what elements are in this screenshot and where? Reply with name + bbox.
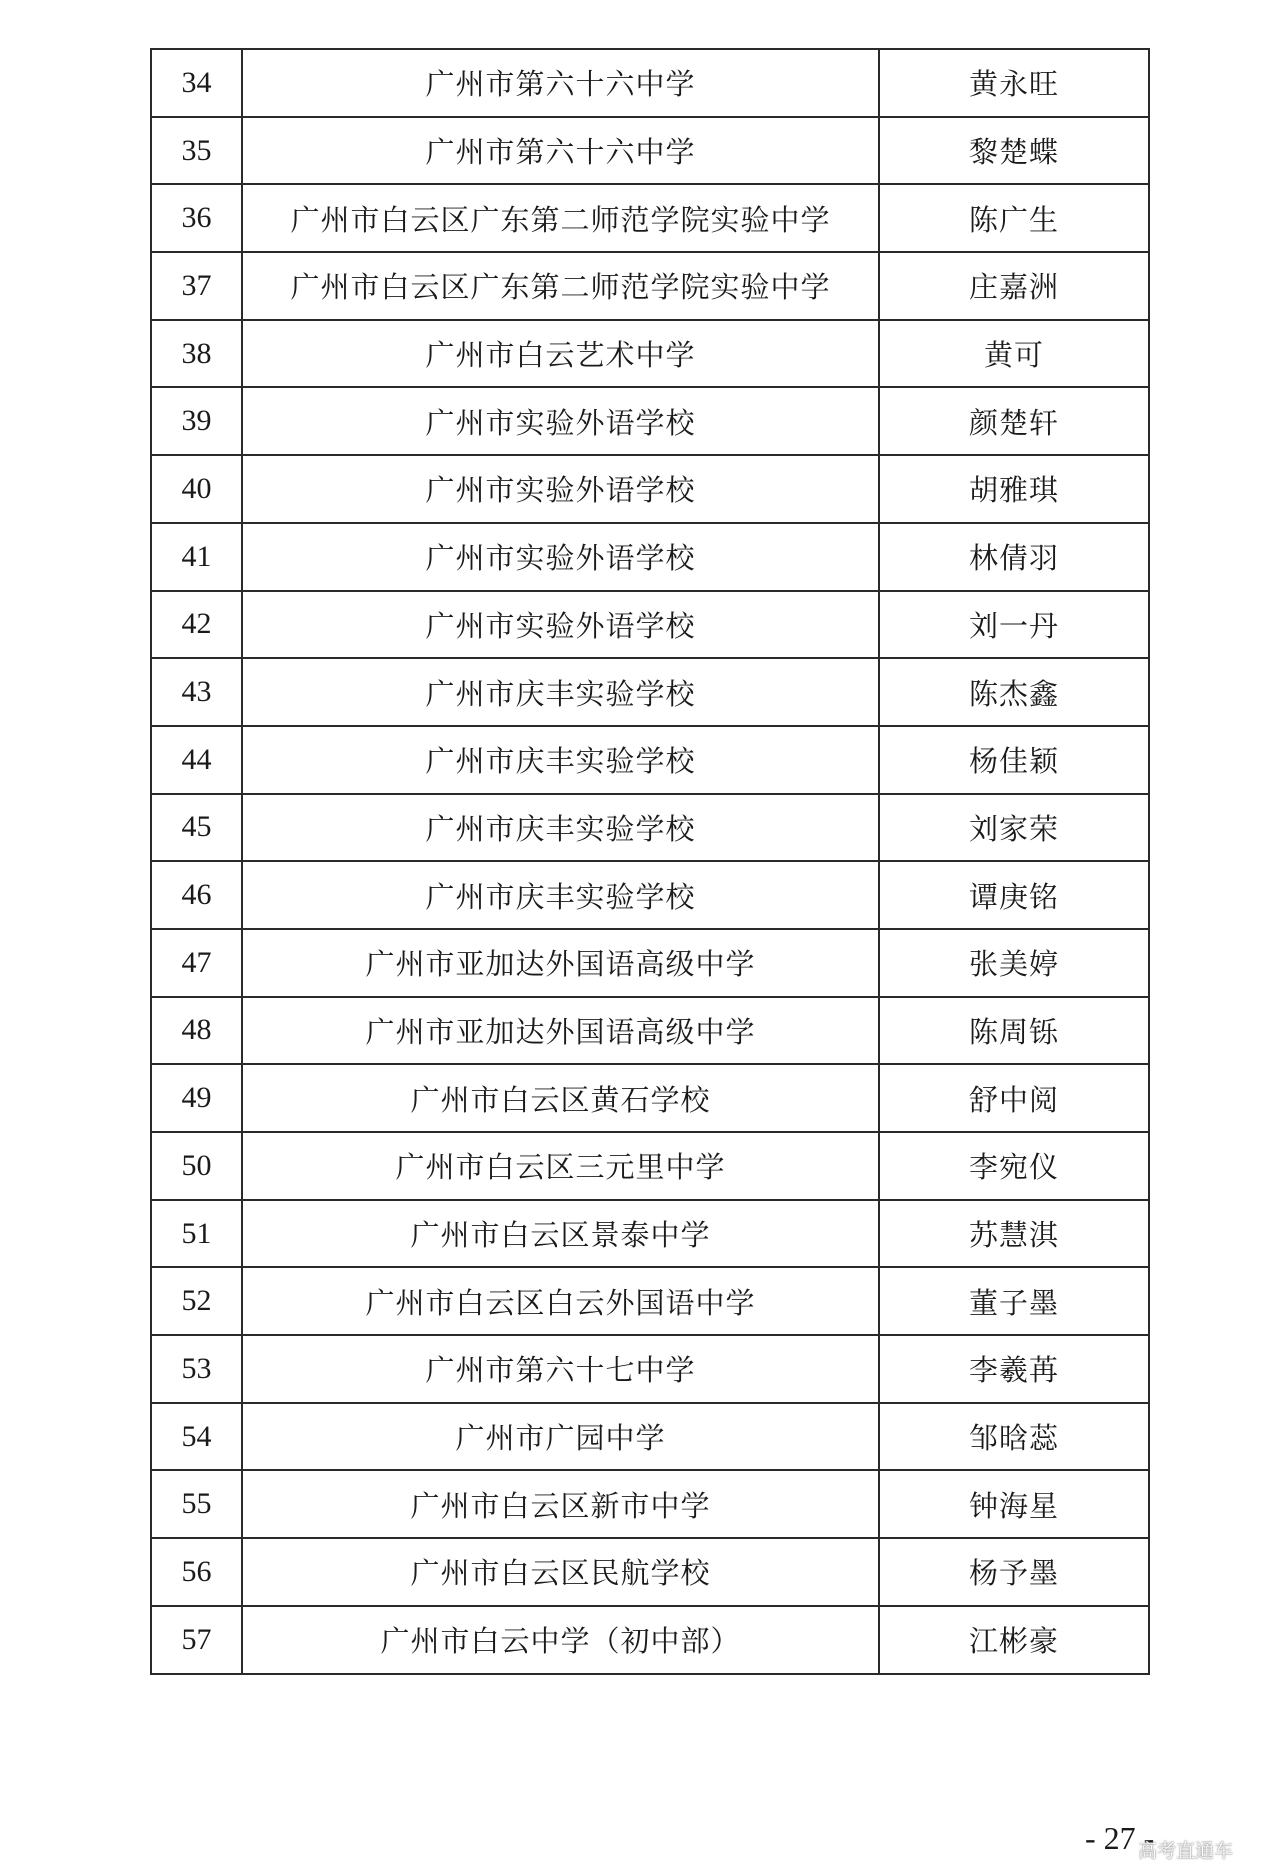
award-list-table [150, 48, 1150, 1675]
student-name-cell: 苏慧淇 [879, 1200, 1149, 1268]
school-name-cell: 广州市白云区广东第二师范学院实验中学 [242, 252, 879, 320]
row-number-cell: 44 [151, 726, 242, 794]
table-row [151, 455, 1149, 523]
school-name-cell: 广州市第六十六中学 [242, 117, 879, 185]
row-number-cell: 35 [151, 117, 242, 185]
row-number-cell: 39 [151, 387, 242, 455]
table-row [151, 794, 1149, 862]
school-name-cell: 广州市白云区黄石学校 [242, 1064, 879, 1132]
row-number-cell: 40 [151, 455, 242, 523]
table-row [151, 1606, 1149, 1674]
table-body [151, 49, 1149, 1674]
row-number-cell: 36 [151, 184, 242, 252]
table-row [151, 1470, 1149, 1538]
row-number-cell: 53 [151, 1335, 242, 1403]
row-number-cell: 57 [151, 1606, 242, 1674]
school-name-cell: 广州市实验外语学校 [242, 523, 879, 591]
row-number-cell: 50 [151, 1132, 242, 1200]
row-number-cell: 51 [151, 1200, 242, 1268]
table-row [151, 929, 1149, 997]
row-number-cell: 42 [151, 591, 242, 659]
row-number-cell: 49 [151, 1064, 242, 1132]
row-number-cell: 56 [151, 1538, 242, 1606]
school-name-cell: 广州市庆丰实验学校 [242, 726, 879, 794]
row-number-cell: 55 [151, 1470, 242, 1538]
student-name-cell: 杨予墨 [879, 1538, 1149, 1606]
table-row [151, 252, 1149, 320]
school-name-cell: 广州市亚加达外国语高级中学 [242, 997, 879, 1065]
student-name-cell: 邹晗蕊 [879, 1403, 1149, 1471]
student-name-cell: 刘一丹 [879, 591, 1149, 659]
school-name-cell: 广州市广园中学 [242, 1403, 879, 1471]
page-number: - 27 - [1085, 1820, 1155, 1856]
student-name-cell: 江彬豪 [879, 1606, 1149, 1674]
school-name-cell: 广州市白云区新市中学 [242, 1470, 879, 1538]
row-number-cell: 52 [151, 1267, 242, 1335]
student-name-cell: 胡雅琪 [879, 455, 1149, 523]
table-row [151, 997, 1149, 1065]
row-number-cell: 45 [151, 794, 242, 862]
school-name-cell: 广州市白云区三元里中学 [242, 1132, 879, 1200]
school-name-cell: 广州市亚加达外国语高级中学 [242, 929, 879, 997]
table-row [151, 1064, 1149, 1132]
table-row [151, 1403, 1149, 1471]
table-row [151, 1132, 1149, 1200]
school-name-cell: 广州市庆丰实验学校 [242, 658, 879, 726]
table-row [151, 49, 1149, 117]
row-number-cell: 54 [151, 1403, 242, 1471]
table-row [151, 320, 1149, 388]
school-name-cell: 广州市第六十七中学 [242, 1335, 879, 1403]
school-name-cell: 广州市庆丰实验学校 [242, 861, 879, 929]
row-number-cell: 34 [151, 49, 242, 117]
student-name-cell: 陈周铄 [879, 997, 1149, 1065]
student-name-cell: 陈广生 [879, 184, 1149, 252]
table-row [151, 523, 1149, 591]
table-row [151, 861, 1149, 929]
student-name-cell: 黄可 [879, 320, 1149, 388]
row-number-cell: 38 [151, 320, 242, 388]
award-list-table-container [150, 48, 1148, 1675]
student-name-cell: 刘家荣 [879, 794, 1149, 862]
student-name-cell: 董子墨 [879, 1267, 1149, 1335]
table-row [151, 184, 1149, 252]
school-name-cell: 广州市实验外语学校 [242, 591, 879, 659]
table-row [151, 591, 1149, 659]
row-number-cell: 43 [151, 658, 242, 726]
table-row [151, 117, 1149, 185]
table-row [151, 658, 1149, 726]
student-name-cell: 陈杰鑫 [879, 658, 1149, 726]
table-row [151, 1335, 1149, 1403]
student-name-cell: 林倩羽 [879, 523, 1149, 591]
school-name-cell: 广州市白云区景泰中学 [242, 1200, 879, 1268]
row-number-cell: 37 [151, 252, 242, 320]
school-name-cell: 广州市白云区广东第二师范学院实验中学 [242, 184, 879, 252]
table-row [151, 1267, 1149, 1335]
school-name-cell: 广州市庆丰实验学校 [242, 794, 879, 862]
student-name-cell: 李宛仪 [879, 1132, 1149, 1200]
row-number-cell: 46 [151, 861, 242, 929]
school-name-cell: 广州市白云艺术中学 [242, 320, 879, 388]
student-name-cell: 庄嘉洲 [879, 252, 1149, 320]
student-name-cell: 黄永旺 [879, 49, 1149, 117]
student-name-cell: 黎楚蝶 [879, 117, 1149, 185]
table-row [151, 387, 1149, 455]
student-name-cell: 李羲苒 [879, 1335, 1149, 1403]
school-name-cell: 广州市白云中学（初中部） [242, 1606, 879, 1674]
student-name-cell: 张美婷 [879, 929, 1149, 997]
row-number-cell: 41 [151, 523, 242, 591]
school-name-cell: 广州市实验外语学校 [242, 387, 879, 455]
watermark-text: 高考直通车 [1138, 1840, 1234, 1862]
school-name-cell: 广州市白云区白云外国语中学 [242, 1267, 879, 1335]
student-name-cell: 舒中阅 [879, 1064, 1149, 1132]
table-row [151, 726, 1149, 794]
row-number-cell: 48 [151, 997, 242, 1065]
student-name-cell: 颜楚轩 [879, 387, 1149, 455]
row-number-cell: 47 [151, 929, 242, 997]
table-row [151, 1538, 1149, 1606]
student-name-cell: 谭庚铭 [879, 861, 1149, 929]
school-name-cell: 广州市实验外语学校 [242, 455, 879, 523]
student-name-cell: 杨佳颖 [879, 726, 1149, 794]
table-row [151, 1200, 1149, 1268]
student-name-cell: 钟海星 [879, 1470, 1149, 1538]
school-name-cell: 广州市第六十六中学 [242, 49, 879, 117]
school-name-cell: 广州市白云区民航学校 [242, 1538, 879, 1606]
